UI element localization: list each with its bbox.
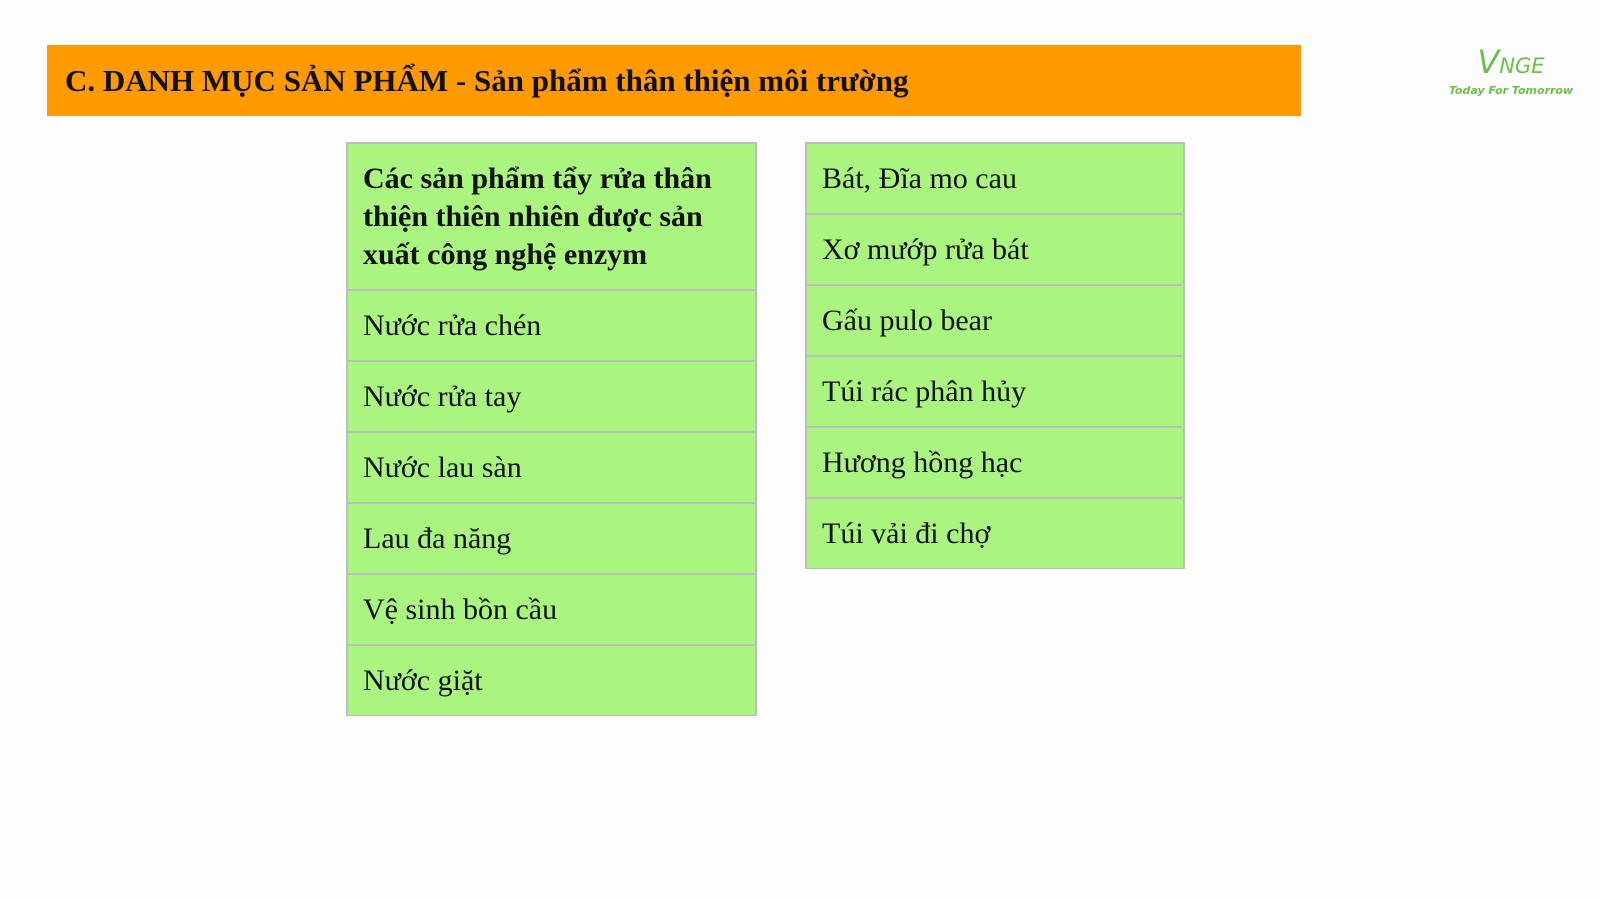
logo-brand-rest: NGE	[1499, 54, 1545, 78]
product-item: Nước lau sàn	[348, 433, 755, 504]
product-item: Túi vải đi chợ	[807, 499, 1183, 568]
section-title-sub: Sản phẩm thân thiện môi trường	[473, 62, 909, 98]
cleaning-products-header: Các sản phẩm tẩy rửa thân thiện thiên nhiên được sản xuất công nghệ enzym	[348, 144, 755, 291]
cleaning-products-table	[346, 142, 757, 716]
vnge-logo	[1436, 38, 1586, 108]
product-item: Lau đa năng	[348, 504, 755, 575]
product-item: Nước rửa tay	[348, 362, 755, 433]
product-item: Túi rác phân hủy	[807, 357, 1183, 428]
product-item: Vệ sinh bồn cầu	[348, 575, 755, 646]
logo-brand-initial: V	[1477, 43, 1500, 81]
eco-products-table	[805, 142, 1185, 569]
section-title-separator: -	[448, 62, 474, 98]
product-item: Gấu pulo bear	[807, 286, 1183, 357]
logo-brand	[1436, 43, 1586, 81]
product-item: Bát, Đĩa mo cau	[807, 144, 1183, 215]
product-item: Nước rửa chén	[348, 291, 755, 362]
logo-tagline: Today For Tomorrow	[1448, 84, 1574, 97]
product-item: Xơ mướp rửa bát	[807, 215, 1183, 286]
section-title-bar	[47, 45, 1301, 116]
section-title-main: C. DANH MỤC SẢN PHẨM	[65, 62, 449, 98]
product-item: Hương hồng hạc	[807, 428, 1183, 499]
product-item: Nước giặt	[348, 646, 755, 715]
